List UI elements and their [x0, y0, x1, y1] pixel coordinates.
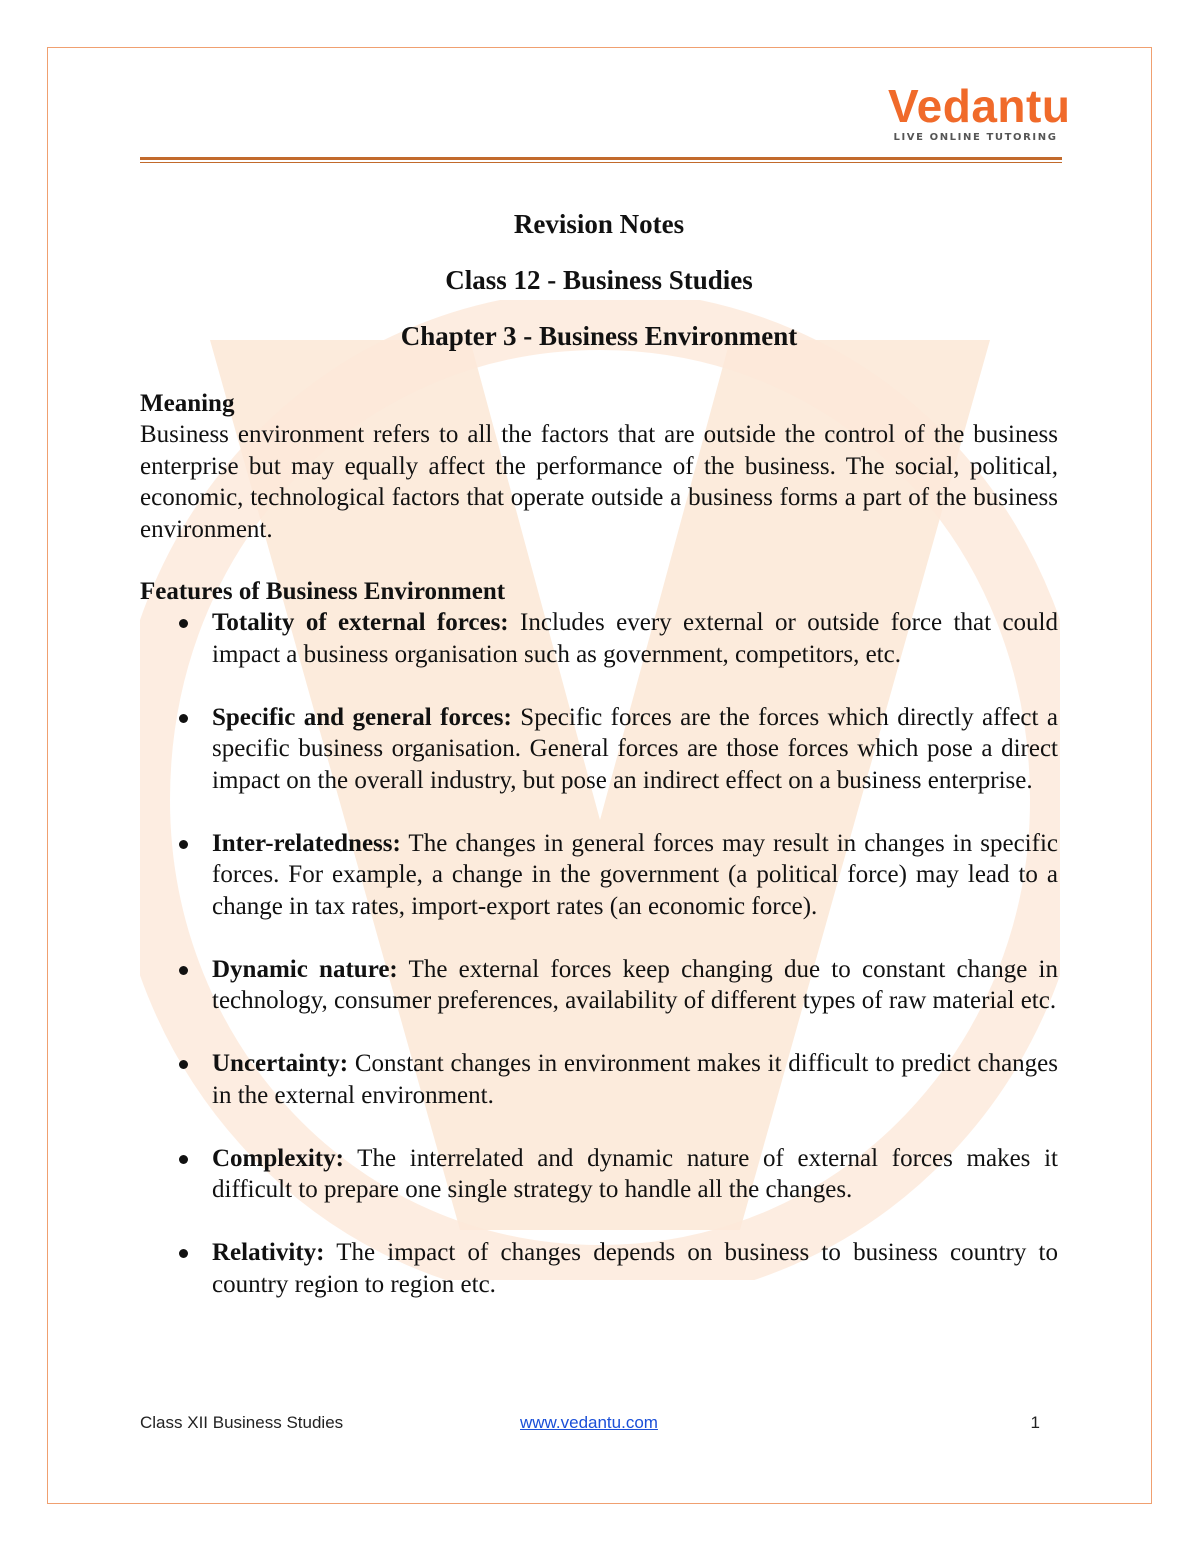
list-item	[140, 702, 1058, 797]
features-list	[140, 607, 1058, 1300]
vedantu-logo	[888, 80, 1071, 146]
header-rule	[140, 157, 1062, 160]
feature-term: Totality of external forces:	[212, 609, 509, 636]
footer-website-link[interactable]: www.vedantu.com	[520, 1413, 658, 1432]
list-item	[140, 607, 1058, 670]
feature-term: Inter-relatedness:	[212, 829, 401, 857]
feature-text: Specific forces are the forces which directly affect a specific business organisation. General forces are those forces which pose a direct impact on the overall industry, but pose an indirect effect on a business enterprise.	[212, 703, 1059, 794]
feature-text: The changes in general forces may result in changes in specific forces. For example, a change in the government (a political force) may lead to a change in tax rates, import-export rates (an economic force).	[212, 829, 1058, 920]
list-item	[140, 1048, 1058, 1111]
feature-term: Specific and general forces:	[212, 703, 512, 731]
bullet-icon	[179, 619, 188, 628]
bullet-icon	[179, 1155, 188, 1164]
meaning-heading: Meaning	[140, 390, 235, 417]
page-number: 1	[1030, 1413, 1040, 1432]
features-heading: Features of Business Environment	[140, 578, 506, 605]
doc-class: Class 12 - Business Studies	[445, 265, 753, 295]
feature-text: Includes every external or outside force that could impact a business organisation such as government, competitors, etc.	[212, 609, 1058, 668]
footer-doc-label: Class XII Business Studies	[140, 1413, 344, 1432]
bullet-icon	[179, 840, 188, 849]
meaning-paragraph: Business environment refers to all the factors that are outside the control of the business enterprise but may equally affect the performance of the business. The social, political, economic, technological factors that operate outside a business forms a part of the business environment.	[140, 421, 1058, 543]
feature-term: Complexity:	[212, 1144, 344, 1172]
page-content	[140, 208, 1058, 1332]
list-item	[140, 1237, 1058, 1300]
list-item	[140, 828, 1058, 923]
bullet-icon	[179, 1060, 188, 1069]
list-item	[140, 1143, 1058, 1206]
doc-title: Revision Notes	[513, 209, 685, 239]
list-item	[140, 954, 1058, 1017]
logo-wordmark: Vedantu	[888, 80, 1071, 132]
doc-chapter: Chapter 3 - Business Environment	[400, 321, 798, 351]
feature-term: Relativity:	[212, 1239, 325, 1266]
page-footer	[140, 1413, 1060, 1435]
bullet-icon	[179, 966, 188, 975]
feature-text: Constant changes in environment makes it difficult to predict changes in the external environment.	[212, 1050, 1058, 1109]
feature-term: Dynamic nature:	[212, 955, 398, 983]
header-rule-thin	[140, 162, 1062, 163]
feature-text: The impact of changes depends on business to business country to country region to region etc.	[212, 1239, 1058, 1298]
bullet-icon	[179, 714, 188, 723]
feature-text: The interrelated and dynamic nature of external forces makes it difficult to prepare one single strategy to handle all the changes.	[212, 1144, 1058, 1203]
feature-text: The external forces keep changing due to constant change in technology, consumer preferences, availability of different types of raw material etc.	[212, 955, 1058, 1014]
feature-term: Uncertainty:	[212, 1050, 349, 1077]
logo-tagline: LIVE ONLINE TUTORING	[893, 132, 1058, 143]
bullet-icon	[179, 1249, 188, 1258]
